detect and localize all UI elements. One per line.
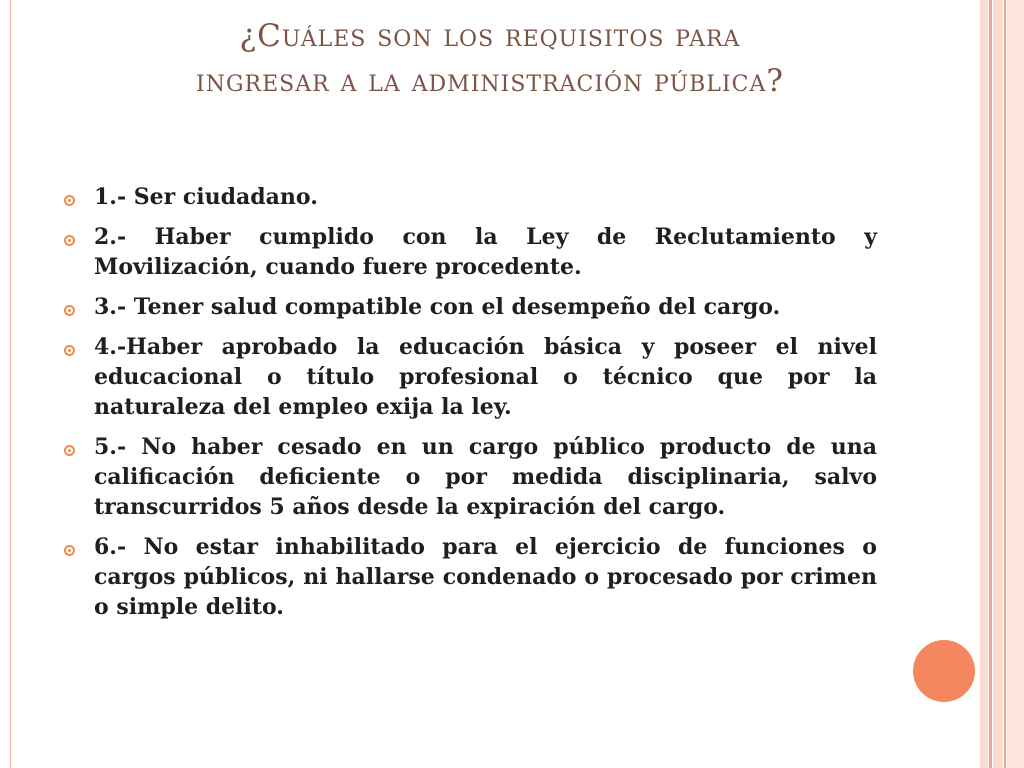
decorative-stripe [989,0,992,768]
bullet-icon [64,305,75,316]
list-item [62,432,877,522]
list-item-text: 2.- Haber cumplido con la Ley de Reclutamiento y Movilización, cuando fuere procedente. [94,224,877,280]
requirements-list [62,182,877,632]
list-item [62,332,877,422]
slide-title-line-2: ingresar a la administración pública? [196,63,784,99]
bullet-icon [64,195,75,206]
slide-title-line-1: ¿Cuáles son los requisitos para [239,18,741,54]
list-item-text: 3.- Tener salud compatible con el desempeño del cargo. [94,294,781,320]
decorative-stripe [1004,0,1006,768]
list-item [62,292,877,322]
bullet-icon [64,235,75,246]
list-item-text: 1.- Ser ciudadano. [94,184,318,210]
bullet-icon [64,545,75,556]
decorative-stripe [1007,0,1024,768]
decorative-stripe [993,0,1003,768]
list-item [62,182,877,212]
decorative-stripe [980,0,988,768]
bullet-icon [64,345,75,356]
list-item-text: 5.- No haber cesado en un cargo público producto de una calificación deficiente o por medida disciplinaria, salvo transcurridos 5 años desde la expiración del cargo. [94,434,877,520]
list-item-text: 4.-Haber aprobado la educación básica y poseer el nivel educacional o título profesional o técnico que por la naturaleza del empleo exija la ley. [94,334,877,420]
list-item [62,222,877,282]
decorative-circle [913,640,975,702]
slide-title [40,14,940,104]
list-item [62,532,877,622]
list-item-text: 6.- No estar inhabilitado para el ejercicio de funciones o cargos públicos, ni hallarse condenado o procesado por crimen o simple delito. [94,534,877,620]
left-border-line [10,0,11,768]
bullet-icon [64,445,75,456]
